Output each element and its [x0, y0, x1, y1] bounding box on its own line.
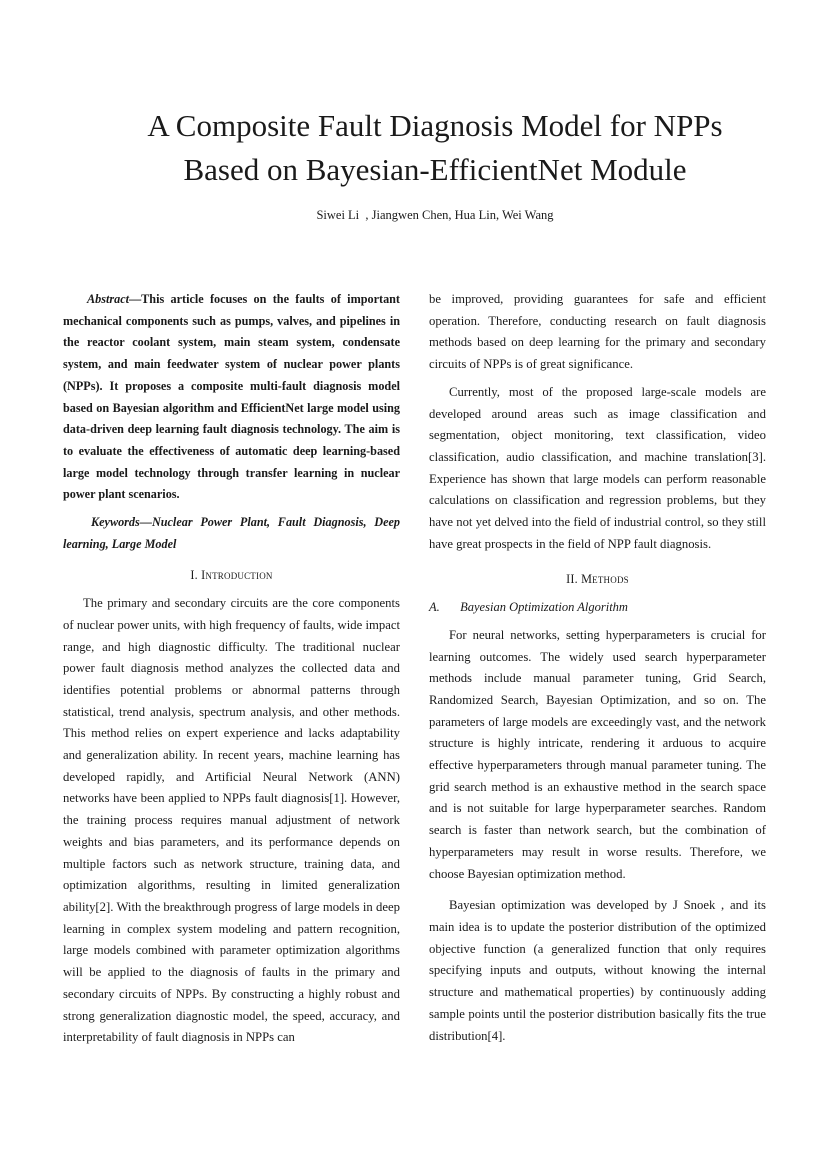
title-line-2: Based on Bayesian-EfficientNet Module: [183, 152, 687, 187]
intro-paragraph-2: Currently, most of the proposed large-scale models are developed around areas such as image classification and segmentation, object monitoring, text classification, video classification, audio classification, and machine translation[3]. Experience has shown that large models can perform reasonable calculations on classification and regression problems, but they have not yet delved into the field of industrial control, so they still have great prospects in the field of NPP fault diagnosis.: [429, 384, 766, 551]
intro-paragraph-1-continued: [429, 289, 766, 376]
paper-title: [60, 104, 810, 192]
section-number: I.: [190, 568, 198, 583]
methods-paragraph-1: For neural networks, setting hyperparameters is crucial for learning outcomes. The widely used search hyperparameter methods include manual parameter tuning, Grid Search, Randomized Search, Bayesian Optimization, and so on. The parameters of large models are exceedingly vast, and the network structure is highly intricate, rendering it arduous to acquire effective hyperparameters through manual parameter tuning. The grid search method is an exhaustive method in the search space and is not suitable for large hyperparameter searches. Random search is faster than network search, but the combination of hyperparameters may result in worse results. Therefore, we choose Bayesian optimization method.: [429, 627, 766, 881]
abstract-text: —This article focuses on the faults of important mechanical components such as pumps, valves, and pipelines in the reactor coolant system, main steam system, condensate system, and main feedwater system of nuclear power plants (NPPs). It proposes a composite multi-fault diagnosis model based on Bayesian algorithm and EfficientNet large model using data-driven deep learning fault diagnosis technology. The aim is to evaluate the effectiveness of automatic deep learning-based large model technology through transfer learning in nuclear power plant scenarios.: [63, 292, 400, 502]
intro-paragraph-1: [63, 593, 400, 1049]
section-title: Methods: [581, 572, 629, 587]
left-column: [63, 289, 400, 1055]
section-heading-introduction: [63, 565, 400, 587]
keywords: Keywords—Nuclear Power Plant, Fault Diagnosis, Deep learning, Large Model: [63, 515, 400, 551]
abstract-lead: Abstract: [87, 292, 129, 306]
intro-paragraph-1-text-continued: be improved, providing guarantees for safe and efficient operation. Therefore, conducting research on fault diagnosis methods based on deep learning for the primary and secondary circuits of NPPs is of great significance.: [429, 292, 766, 372]
title-line-1: A Composite Fault Diagnosis Model for NPPs: [147, 108, 723, 143]
methods-paragraph-2: Bayesian optimization was developed by J Snoek , and its main idea is to update the posterior distribution of the optimized objective function (a generalized function that only requires specifying inputs and outputs, without knowing the internal structure and mathematical properties) by continuously adding sample points until the posterior distribution basically fits the true distribution[4].: [429, 898, 766, 1043]
abstract: [63, 289, 400, 506]
author-list: Siwei Li , Jiangwen Chen, Hua Lin, Wei Wang: [316, 208, 554, 222]
subsection-heading: [429, 597, 766, 619]
section-number: II.: [566, 572, 578, 587]
intro-paragraph-1-text: The primary and secondary circuits are the core components of nuclear power units, with high frequency of faults, wide impact range, and high diagnostic difficulty. The traditional nuclear power fault diagnosis method analyzes the collected data and identifies potential problems or abnormal patterns through statistical, trend analysis, spectrum analysis, and other methods. This method relies on expert experience and lacks adaptability and generalization ability. In recent years, machine learning has developed rapidly, and Artificial Neural Network (ANN) networks have been applied to NPPs fault diagnosis[1]. However, the training process requires manual adjustment of network weights and bias parameters, and its performance depends on multiple factors such as network structure, training data, and optimization algorithms, resulting in limited generalization ability[2]. With the breakthrough progress of large models in deep learning in complex system modeling and pattern recognition, large models combined with parameter optimization algorithms will be applied to the diagnosis of faults in the primary and secondary circuits of NPPs. By constructing a highly robust and strong generalization diagnostic model, the speed, accuracy, and interpretability of fault diagnosis in NPPs can: [63, 596, 400, 1045]
right-column: [429, 289, 766, 1053]
subsection-number: A.: [429, 600, 440, 615]
subsection-title: Bayesian Optimization Algorithm: [460, 600, 628, 615]
section-title: Introduction: [201, 568, 273, 583]
section-heading-methods: [429, 569, 766, 591]
